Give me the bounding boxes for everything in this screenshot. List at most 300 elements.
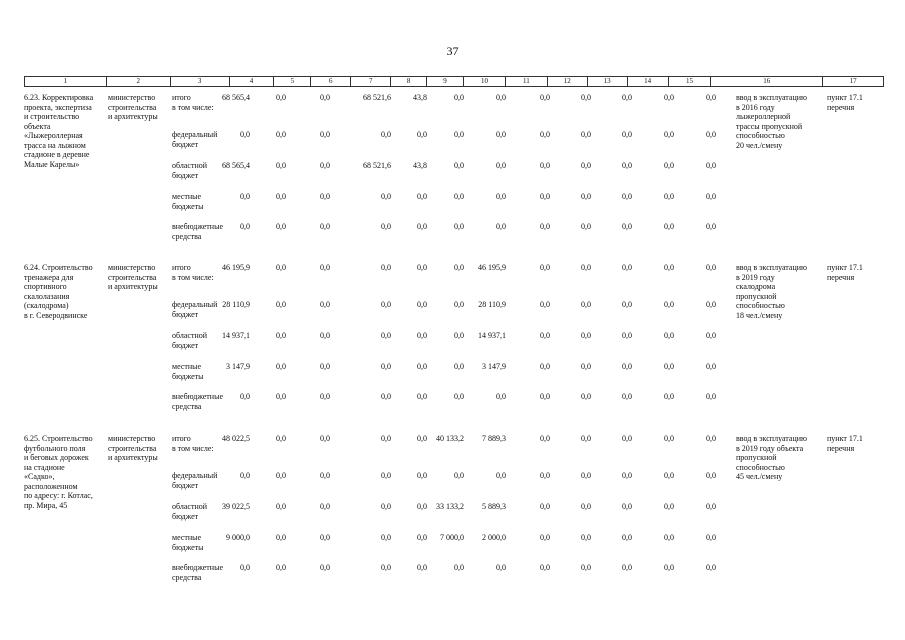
value-cell-col-4: 9 000,0 <box>226 533 250 542</box>
value-cell-col-10: 5 889,3 <box>482 502 506 511</box>
value-cell-col-13: 0,0 <box>622 362 632 371</box>
value-cell-col-15: 0,0 <box>706 263 716 272</box>
funding-source-line: бюджет <box>172 309 199 319</box>
value-cell-col-9: 0,0 <box>454 130 464 139</box>
value-cell-col-9: 0,0 <box>454 161 464 170</box>
value-cell-col-14: 0,0 <box>664 93 674 102</box>
value-cell-col-11: 0,0 <box>540 130 550 139</box>
value-cell-col-9: 0,0 <box>454 471 464 480</box>
value-cell-col-12: 0,0 <box>581 300 591 309</box>
value-cell-col-7: 0,0 <box>381 192 391 201</box>
column-header-1: 1 <box>25 77 107 86</box>
funding-source-line: федеральный <box>172 300 218 309</box>
value-cell-col-6: 0,0 <box>320 300 330 309</box>
value-cell-col-8: 0,0 <box>417 471 427 480</box>
reference-text-line: пункт 17.1 <box>827 263 863 272</box>
value-cell-col-15: 0,0 <box>706 192 716 201</box>
value-cell-col-10: 46 195,9 <box>478 263 506 272</box>
column-header-3: 3 <box>171 77 230 86</box>
value-cell-col-4: 48 022,5 <box>222 434 250 443</box>
measure-name-line: расположенном <box>24 481 78 491</box>
value-cell-col-9: 40 133,2 <box>436 434 464 443</box>
value-cell-col-15: 0,0 <box>706 533 716 542</box>
result-text-line: лыжероллерной <box>736 112 791 121</box>
result-text-line: способностью <box>736 462 785 472</box>
value-cell-col-8: 0,0 <box>417 392 427 401</box>
value-cell-col-10: 0,0 <box>496 563 506 572</box>
value-cell-col-5: 0,0 <box>276 222 286 231</box>
value-cell-col-9: 7 000,0 <box>440 533 464 542</box>
value-cell-col-4: 0,0 <box>240 563 250 572</box>
value-cell-col-8: 0,0 <box>417 300 427 309</box>
value-cell-col-6: 0,0 <box>320 533 330 542</box>
measure-name-line: Малые Карелы» <box>24 159 80 169</box>
value-cell-col-14: 0,0 <box>664 263 674 272</box>
value-cell-col-6: 0,0 <box>320 93 330 102</box>
funding-source-line: бюджеты <box>172 542 204 552</box>
value-cell-col-14: 0,0 <box>664 392 674 401</box>
value-cell-col-12: 0,0 <box>581 192 591 201</box>
value-cell-col-5: 0,0 <box>276 331 286 340</box>
value-cell-col-7: 0,0 <box>381 222 391 231</box>
value-cell-col-13: 0,0 <box>622 130 632 139</box>
column-header-17: 17 <box>849 77 857 85</box>
measure-name-line: (скалодрома) <box>24 301 69 310</box>
value-cell-col-15: 0,0 <box>706 130 716 139</box>
value-cell-col-4: 68 565,4 <box>222 161 250 170</box>
executor-line: строительства <box>108 443 157 453</box>
value-cell-col-15: 0,0 <box>706 222 716 231</box>
value-cell-col-8: 43,8 <box>413 161 427 170</box>
funding-source <box>172 273 232 283</box>
value-cell-col-7: 0,0 <box>381 502 391 511</box>
value-cell-col-12: 0,0 <box>581 533 591 542</box>
result-text-line: в 2016 году <box>736 102 775 112</box>
executor-line: и архитектуры <box>108 282 158 291</box>
executor <box>108 93 170 122</box>
column-header-6: 6 <box>311 77 351 86</box>
value-cell-col-9: 0,0 <box>454 362 464 371</box>
value-cell-col-8: 0,0 <box>417 192 427 201</box>
value-cell-col-13: 0,0 <box>622 222 632 231</box>
value-cell-col-15: 0,0 <box>706 563 716 572</box>
value-cell-col-14: 0,0 <box>664 300 674 309</box>
funding-source-line: итого <box>172 434 191 443</box>
value-cell-col-9: 0,0 <box>454 263 464 272</box>
value-cell-col-12: 0,0 <box>581 471 591 480</box>
value-cell-col-11: 0,0 <box>540 331 550 340</box>
value-cell-col-8: 0,0 <box>417 263 427 272</box>
value-cell-col-7: 0,0 <box>381 563 391 572</box>
value-cell-col-6: 0,0 <box>320 192 330 201</box>
value-cell-col-13: 0,0 <box>622 263 632 272</box>
result-text-line: 20 чел./смену <box>736 140 783 150</box>
value-cell-col-4: 14 937,1 <box>222 331 250 340</box>
funding-source-line: внебюджетные <box>172 222 223 231</box>
result-text-line: 18 чел./смену <box>736 310 783 320</box>
column-header-11: 11 <box>506 77 548 86</box>
result-text-line: скалодрома <box>736 282 776 291</box>
value-cell-col-7: 0,0 <box>381 392 391 401</box>
value-cell-col-12: 0,0 <box>581 331 591 340</box>
value-cell-col-8: 43,8 <box>413 93 427 102</box>
value-cell-col-6: 0,0 <box>320 392 330 401</box>
value-cell-col-15: 0,0 <box>706 502 716 511</box>
reference-text-line: пункт 17.1 <box>827 93 863 102</box>
value-cell-col-15: 0,0 <box>706 161 716 170</box>
value-cell-col-11: 0,0 <box>540 161 550 170</box>
table-header-row <box>24 76 884 87</box>
column-header-15: 15 <box>669 77 712 86</box>
value-cell-col-14: 0,0 <box>664 161 674 170</box>
funding-source-line: областной <box>172 502 208 511</box>
column-header-14: 14 <box>628 77 669 86</box>
value-cell-col-15: 0,0 <box>706 434 716 443</box>
value-cell-col-7: 68 521,6 <box>363 161 391 170</box>
result-text-line: ввод в эксплуатацию <box>736 93 807 102</box>
value-cell-col-9: 0,0 <box>454 392 464 401</box>
executor-line: министерство <box>108 93 156 102</box>
column-header-2: 2 <box>107 77 171 86</box>
value-cell-col-14: 0,0 <box>664 533 674 542</box>
value-cell-col-7: 0,0 <box>381 300 391 309</box>
value-cell-col-14: 0,0 <box>664 130 674 139</box>
reference-text <box>827 93 883 112</box>
value-cell-col-6: 0,0 <box>320 130 330 139</box>
value-cell-col-4: 0,0 <box>240 392 250 401</box>
value-cell-col-5: 0,0 <box>276 93 286 102</box>
value-cell-col-6: 0,0 <box>320 434 330 443</box>
executor-line: строительства <box>108 102 157 112</box>
value-cell-col-11: 0,0 <box>540 300 550 309</box>
value-cell-col-15: 0,0 <box>706 392 716 401</box>
column-header-5: 5 <box>274 77 311 86</box>
value-cell-col-10: 0,0 <box>496 222 506 231</box>
value-cell-col-6: 0,0 <box>320 362 330 371</box>
funding-source-line: бюджеты <box>172 201 204 211</box>
column-header-13: 13 <box>588 77 628 86</box>
measure-name-line: 6.24. Строительство <box>24 263 93 272</box>
measure-name-line: «Садко», <box>24 472 55 481</box>
funding-source-line: в том числе: <box>172 273 214 282</box>
measure-name-line: стадионе в деревне <box>24 150 90 159</box>
value-cell-col-5: 0,0 <box>276 502 286 511</box>
value-cell-col-12: 0,0 <box>581 93 591 102</box>
value-cell-col-12: 0,0 <box>581 222 591 231</box>
value-cell-col-5: 0,0 <box>276 563 286 572</box>
value-cell-col-12: 0,0 <box>581 362 591 371</box>
value-cell-col-4: 68 565,4 <box>222 93 250 102</box>
funding-source-line: итого <box>172 93 191 102</box>
value-cell-col-6: 0,0 <box>320 471 330 480</box>
column-header-10: 10 <box>464 77 506 86</box>
value-cell-col-4: 39 022,5 <box>222 502 250 511</box>
column-header-16: 16 <box>711 77 823 86</box>
result-text-line: трассы пропускной <box>736 121 803 131</box>
value-cell-col-7: 0,0 <box>381 331 391 340</box>
measure-name-line: проекта, экспертиза <box>24 102 92 112</box>
executor-line: министерство <box>108 263 156 272</box>
value-cell-col-7: 68 521,6 <box>363 93 391 102</box>
value-cell-col-12: 0,0 <box>581 263 591 272</box>
result-text-line: способностью <box>736 131 785 140</box>
reference-text-line: перечня <box>827 102 855 112</box>
result-text-line: пропускной <box>736 291 777 301</box>
value-cell-col-8: 0,0 <box>417 563 427 572</box>
value-cell-col-10: 0,0 <box>496 392 506 401</box>
measure-name-line: футбольного поля <box>24 443 86 453</box>
value-cell-col-15: 0,0 <box>706 362 716 371</box>
funding-source <box>172 444 232 454</box>
value-cell-col-7: 0,0 <box>381 533 391 542</box>
executor-line: министерство <box>108 434 156 443</box>
value-cell-col-13: 0,0 <box>622 563 632 572</box>
funding-source-line: бюджет <box>172 480 199 490</box>
value-cell-col-13: 0,0 <box>622 331 632 340</box>
funding-source-line: в том числе: <box>172 103 214 112</box>
column-header-8: 8 <box>391 77 427 86</box>
executor <box>108 434 170 463</box>
value-cell-col-8: 0,0 <box>417 362 427 371</box>
value-cell-col-12: 0,0 <box>581 392 591 401</box>
value-cell-col-12: 0,0 <box>581 502 591 511</box>
value-cell-col-11: 0,0 <box>540 222 550 231</box>
reference-text <box>827 263 883 282</box>
value-cell-col-4: 28 110,9 <box>222 300 250 309</box>
value-cell-col-11: 0,0 <box>540 471 550 480</box>
value-cell-col-4: 0,0 <box>240 192 250 201</box>
reference-text-line: пункт 17.1 <box>827 434 863 443</box>
value-cell-col-13: 0,0 <box>622 192 632 201</box>
measure-name-line: в г. Северодвинске <box>24 310 88 320</box>
measure-name <box>24 263 106 320</box>
reference-text <box>827 434 883 453</box>
value-cell-col-4: 46 195,9 <box>222 263 250 272</box>
value-cell-col-9: 0,0 <box>454 563 464 572</box>
value-cell-col-10: 3 147,9 <box>482 362 506 371</box>
value-cell-col-10: 0,0 <box>496 93 506 102</box>
result-text-line: в 2019 году объекта <box>736 443 804 453</box>
value-cell-col-4: 0,0 <box>240 222 250 231</box>
executor-line: строительства <box>108 272 157 282</box>
value-cell-col-8: 0,0 <box>417 533 427 542</box>
value-cell-col-7: 0,0 <box>381 434 391 443</box>
value-cell-col-9: 0,0 <box>454 93 464 102</box>
value-cell-col-14: 0,0 <box>664 502 674 511</box>
value-cell-col-5: 0,0 <box>276 533 286 542</box>
value-cell-col-8: 0,0 <box>417 434 427 443</box>
value-cell-col-13: 0,0 <box>622 533 632 542</box>
result-text-line: ввод в эксплуатацию <box>736 434 807 443</box>
measure-name-line: 6.23. Корректировка <box>24 93 94 102</box>
value-cell-col-15: 0,0 <box>706 93 716 102</box>
value-cell-col-9: 0,0 <box>454 331 464 340</box>
value-cell-col-14: 0,0 <box>664 222 674 231</box>
value-cell-col-13: 0,0 <box>622 93 632 102</box>
value-cell-col-10: 2 000,0 <box>482 533 506 542</box>
value-cell-col-13: 0,0 <box>622 161 632 170</box>
column-header-7: 7 <box>351 77 391 86</box>
measure-name-line: пр. Мира, 45 <box>24 500 68 510</box>
value-cell-col-5: 0,0 <box>276 300 286 309</box>
value-cell-col-10: 0,0 <box>496 192 506 201</box>
measure-name-line: на стадионе <box>24 462 65 472</box>
result-text-line: 45 чел./смену <box>736 472 783 481</box>
value-cell-col-12: 0,0 <box>581 434 591 443</box>
funding-source-line: бюджеты <box>172 371 204 381</box>
value-cell-col-10: 0,0 <box>496 161 506 170</box>
value-cell-col-7: 0,0 <box>381 471 391 480</box>
value-cell-col-9: 0,0 <box>454 192 464 201</box>
measure-name-line: спортивного <box>24 282 67 291</box>
value-cell-col-10: 0,0 <box>496 130 506 139</box>
value-cell-col-11: 0,0 <box>540 533 550 542</box>
funding-source-line: местные <box>172 533 202 542</box>
value-cell-col-8: 0,0 <box>417 331 427 340</box>
value-cell-col-15: 0,0 <box>706 331 716 340</box>
value-cell-col-11: 0,0 <box>540 362 550 371</box>
value-cell-col-11: 0,0 <box>540 93 550 102</box>
value-cell-col-14: 0,0 <box>664 331 674 340</box>
value-cell-col-11: 0,0 <box>540 563 550 572</box>
measure-name-line: объекта <box>24 121 51 131</box>
funding-source-line: местные <box>172 192 202 201</box>
value-cell-col-12: 0,0 <box>581 563 591 572</box>
value-cell-col-6: 0,0 <box>320 502 330 511</box>
value-cell-col-5: 0,0 <box>276 362 286 371</box>
funding-source-line: внебюджетные <box>172 392 223 401</box>
value-cell-col-10: 7 889,3 <box>482 434 506 443</box>
value-cell-col-6: 0,0 <box>320 331 330 340</box>
column-header-9: 9 <box>427 77 464 86</box>
funding-source-line: федеральный <box>172 471 218 480</box>
measure-block <box>24 263 884 423</box>
measure-name-line: 6.25. Строительство <box>24 434 93 443</box>
value-cell-col-7: 0,0 <box>381 130 391 139</box>
value-cell-col-7: 0,0 <box>381 263 391 272</box>
value-cell-col-14: 0,0 <box>664 434 674 443</box>
result-text-line: способностью <box>736 301 785 310</box>
measure-name-line: трасса на лыжном <box>24 140 86 150</box>
value-cell-col-13: 0,0 <box>622 502 632 511</box>
measure-block <box>24 434 884 594</box>
funding-source-line: бюджет <box>172 139 199 149</box>
value-cell-col-6: 0,0 <box>320 563 330 572</box>
executor <box>108 263 170 292</box>
measure-name-line: скалолазания <box>24 291 70 301</box>
funding-source-line: областной <box>172 331 208 340</box>
value-cell-col-10: 0,0 <box>496 471 506 480</box>
value-cell-col-13: 0,0 <box>622 392 632 401</box>
value-cell-col-5: 0,0 <box>276 434 286 443</box>
value-cell-col-8: 0,0 <box>417 502 427 511</box>
measure-name <box>24 93 106 169</box>
value-cell-col-14: 0,0 <box>664 192 674 201</box>
value-cell-col-12: 0,0 <box>581 130 591 139</box>
funding-source-line: областной <box>172 161 208 170</box>
result-text <box>736 434 828 482</box>
value-cell-col-11: 0,0 <box>540 434 550 443</box>
value-cell-col-6: 0,0 <box>320 222 330 231</box>
value-cell-col-13: 0,0 <box>622 471 632 480</box>
funding-source-line: средства <box>172 231 202 241</box>
value-cell-col-4: 0,0 <box>240 471 250 480</box>
funding-source-line: итого <box>172 263 191 272</box>
value-cell-col-11: 0,0 <box>540 502 550 511</box>
value-cell-col-11: 0,0 <box>540 192 550 201</box>
value-cell-col-6: 0,0 <box>320 161 330 170</box>
funding-source-line: бюджет <box>172 340 199 350</box>
result-text-line: пропускной <box>736 453 777 462</box>
funding-source-line: в том числе: <box>172 444 214 453</box>
executor-line: и архитектуры <box>108 453 158 462</box>
value-cell-col-5: 0,0 <box>276 392 286 401</box>
value-cell-col-15: 0,0 <box>706 471 716 480</box>
measure-name-line: тренажера для <box>24 272 74 282</box>
result-text <box>736 93 828 150</box>
value-cell-col-10: 14 937,1 <box>478 331 506 340</box>
value-cell-col-11: 0,0 <box>540 263 550 272</box>
measure-name-line: «Лыжероллерная <box>24 131 83 140</box>
executor-line: и архитектуры <box>108 112 158 121</box>
value-cell-col-5: 0,0 <box>276 263 286 272</box>
value-cell-col-15: 0,0 <box>706 300 716 309</box>
value-cell-col-5: 0,0 <box>276 130 286 139</box>
value-cell-col-9: 33 133,2 <box>436 502 464 511</box>
value-cell-col-13: 0,0 <box>622 434 632 443</box>
funding-source <box>172 103 232 113</box>
value-cell-col-9: 0,0 <box>454 300 464 309</box>
value-cell-col-5: 0,0 <box>276 161 286 170</box>
reference-text-line: перечня <box>827 272 855 282</box>
measure-name-line: и беговых дорожек <box>24 453 89 462</box>
funding-source-line: внебюджетные <box>172 563 223 572</box>
value-cell-col-7: 0,0 <box>381 362 391 371</box>
column-header-4: 4 <box>230 77 275 86</box>
column-header-12: 12 <box>548 77 588 86</box>
funding-source-line: средства <box>172 401 202 411</box>
value-cell-col-14: 0,0 <box>664 471 674 480</box>
value-cell-col-9: 0,0 <box>454 222 464 231</box>
value-cell-col-11: 0,0 <box>540 392 550 401</box>
measure-name-line: и строительство <box>24 112 80 121</box>
funding-source-line: бюджет <box>172 170 199 180</box>
reference-text-line: перечня <box>827 443 855 453</box>
value-cell-col-5: 0,0 <box>276 192 286 201</box>
measure-block <box>24 93 884 253</box>
page-number: 37 <box>446 44 459 58</box>
value-cell-col-12: 0,0 <box>581 161 591 170</box>
funding-source-line: бюджет <box>172 511 199 521</box>
value-cell-col-13: 0,0 <box>622 300 632 309</box>
value-cell-col-14: 0,0 <box>664 563 674 572</box>
result-text-line: в 2019 году <box>736 272 775 282</box>
funding-source-line: средства <box>172 572 202 582</box>
value-cell-col-14: 0,0 <box>664 362 674 371</box>
value-cell-col-10: 28 110,9 <box>478 300 506 309</box>
measure-name-line: по адресу: г. Котлас, <box>24 491 93 500</box>
result-text-line: ввод в эксплуатацию <box>736 263 807 272</box>
value-cell-col-8: 0,0 <box>417 130 427 139</box>
measure-name <box>24 434 106 510</box>
funding-source-line: федеральный <box>172 130 218 139</box>
value-cell-col-4: 3 147,9 <box>226 362 250 371</box>
value-cell-col-5: 0,0 <box>276 471 286 480</box>
result-text <box>736 263 828 320</box>
funding-source-line: местные <box>172 362 202 371</box>
value-cell-col-6: 0,0 <box>320 263 330 272</box>
value-cell-col-8: 0,0 <box>417 222 427 231</box>
